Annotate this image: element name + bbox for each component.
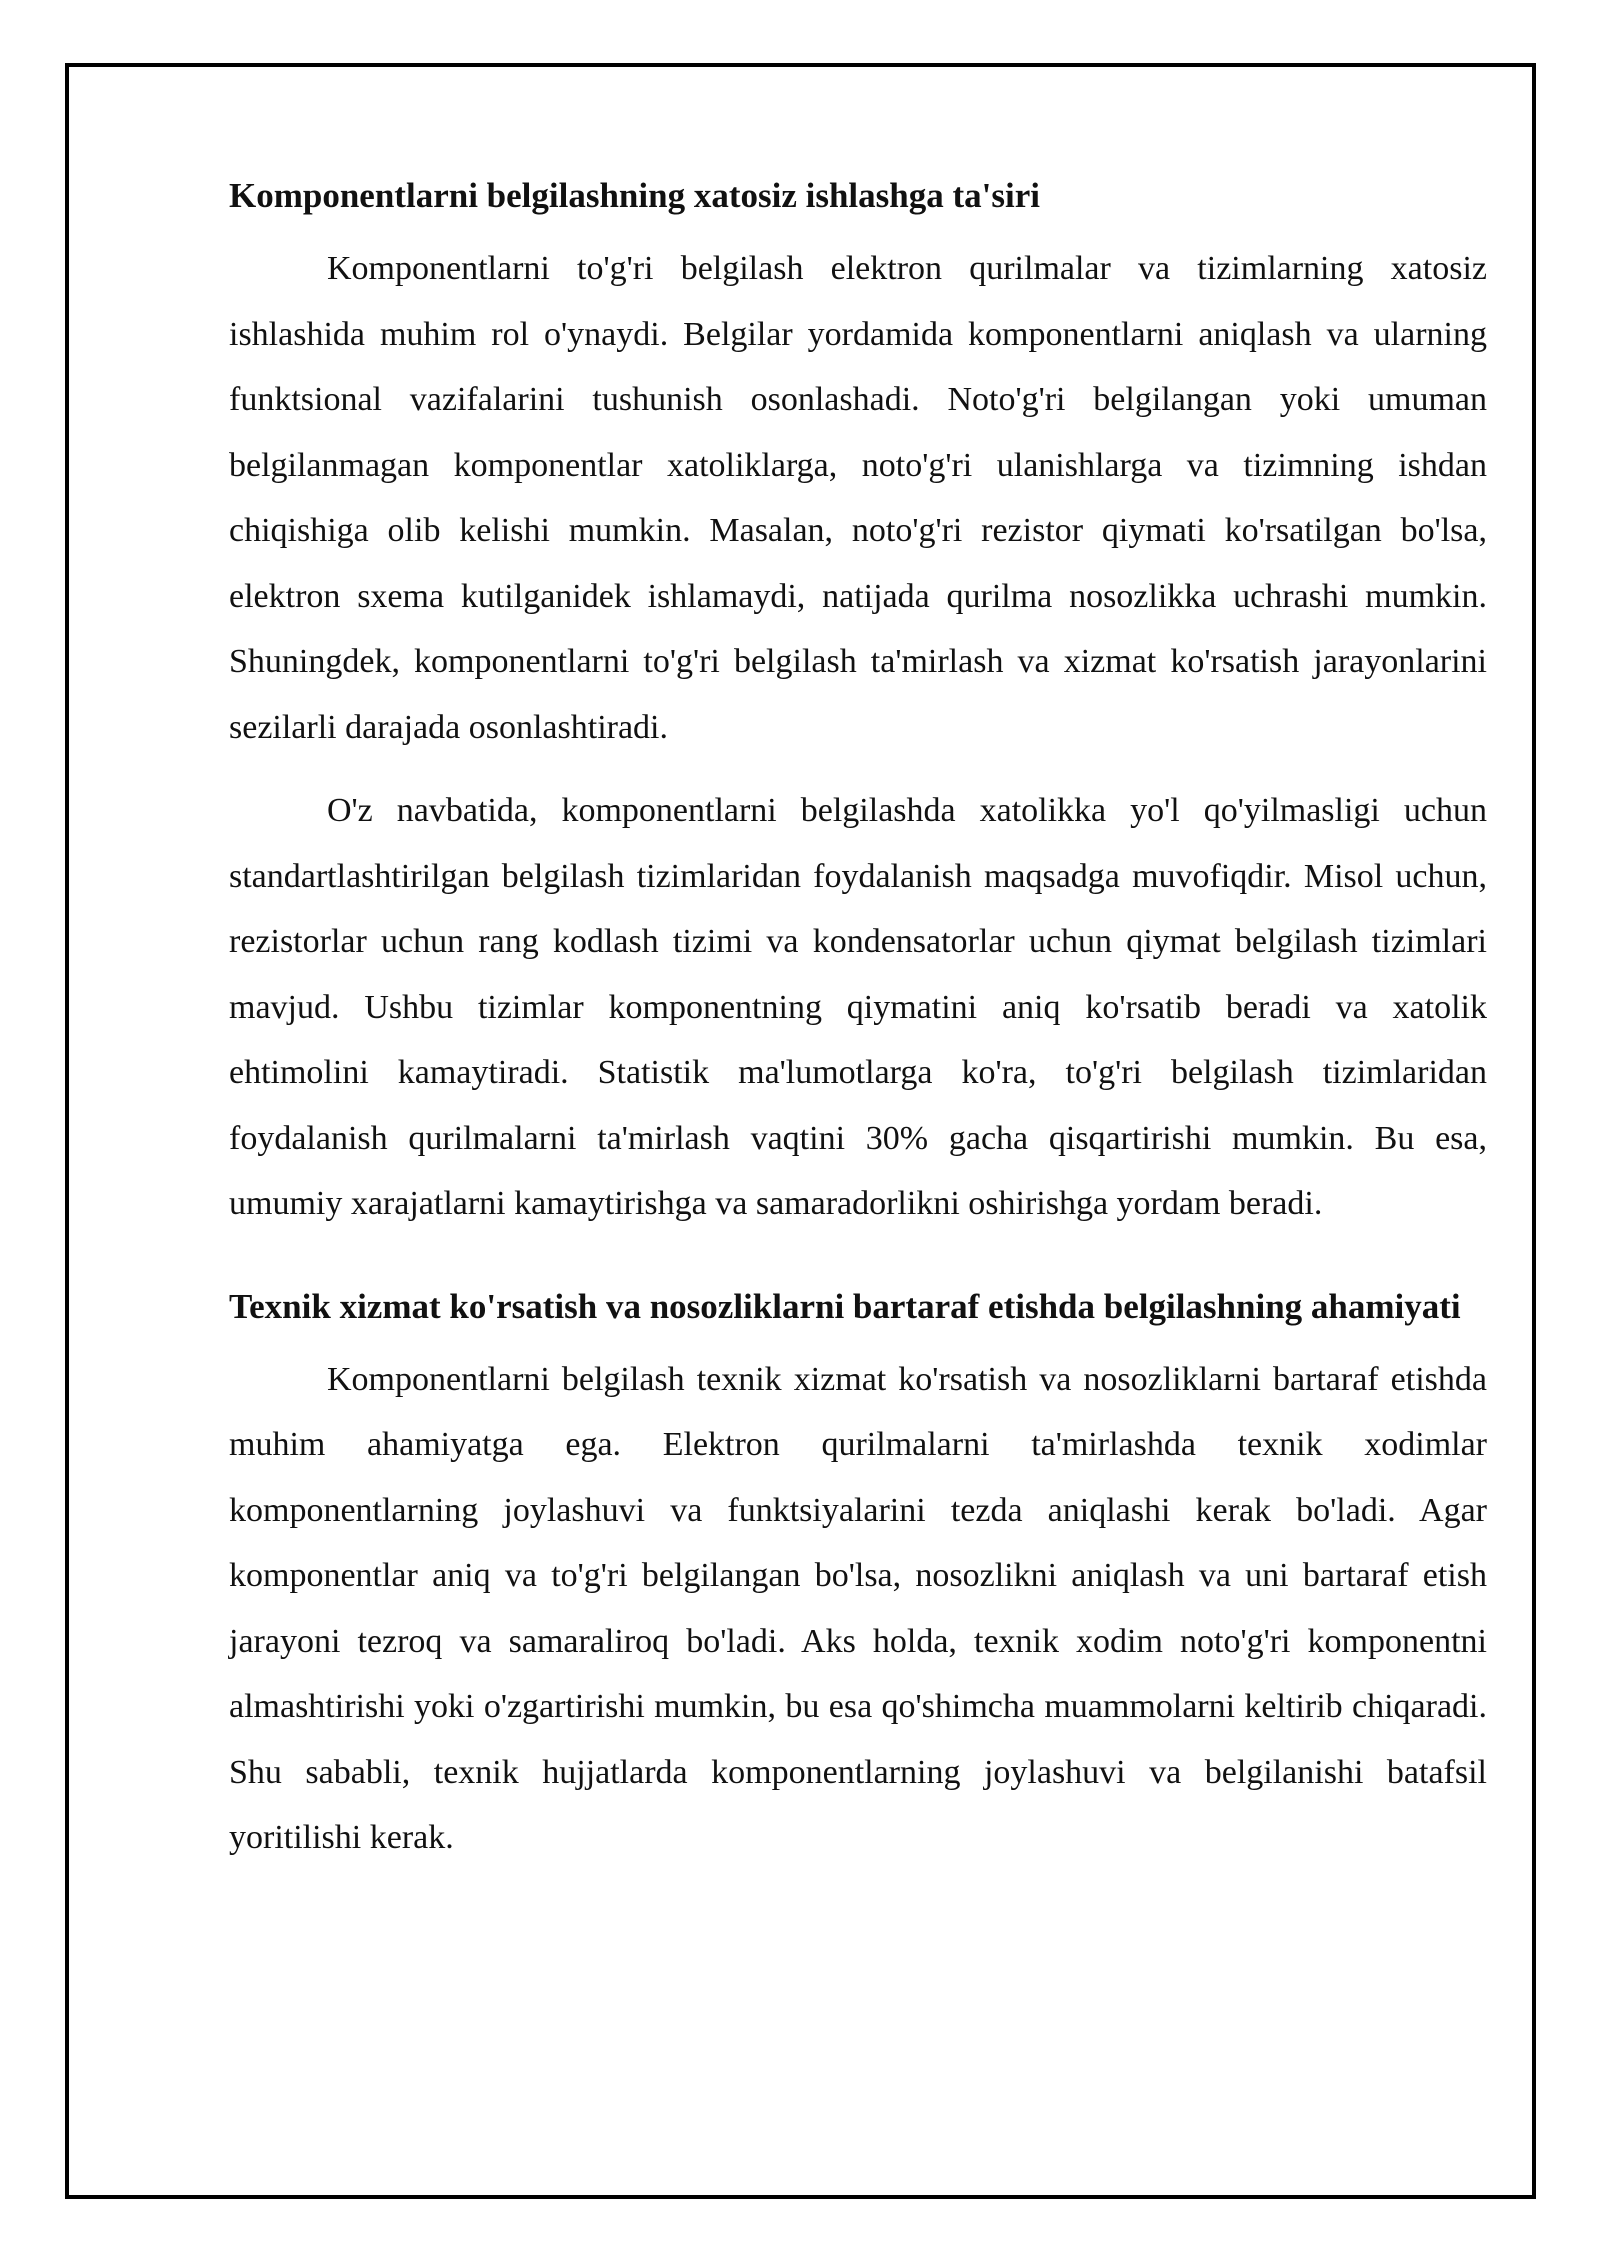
document-body [229, 170, 1487, 1889]
paragraph-1: Komponentlarni to'g'ri belgilash elektron qurilmalar va tizimlarning xatosiz ishlashida muhim rol o'ynaydi. Belgilar yordamida komponentlarni aniqlash va ularning funktsional vazifalarini tushunish osonlashadi. Noto'g'ri belgilangan yoki umuman belgilanmagan komponentlar xatoliklarga, noto'g'ri ulanishlarga va tizimning ishdan chiqishiga olib kelishi mumkin. Masalan, noto'g'ri rezistor qiymati ko'rsatilgan bo'lsa, elektron sxema kutilganidek ishlamaydi, natijada qurilma nosozlikka uchrashi mumkin. Shuningdek, komponentlarni to'g'ri belgilash ta'mirlash va xizmat ko'rsatish jarayonlarini sezilarli darajada osonlashtiradi. [229, 250, 1487, 746]
paragraph-3: Komponentlarni belgilash texnik xizmat ko'rsatish va nosozliklarni bartaraf etishda muhim ahamiyatga ega. Elektron qurilmalarni ta'mirlashda texnik xodimlar komponentlarning joylashuvi va funktsiyalarini tezda aniqlashi kerak bo'ladi. Agar komponentlar aniq va to'g'ri belgilangan bo'lsa, nosozlikni aniqlash va uni bartaraf etish jarayoni tezroq va samaraliroq bo'ladi. Aks holda, texnik xodim noto'g'ri komponentni almashtirishi yoki o'zgartirishi mumkin, bu esa qo'shimcha muammolarni keltirib chiqaradi. Shu sababli, texnik hujjatlarda komponentlarning joylashuvi va belgilanishi batafsil yoritilishi kerak. [229, 1360, 1487, 1856]
paragraph-2: O'z navbatida, komponentlarni belgilashda xatolikka yo'l qo'yilmasligi uchun standartlashtirilgan belgilash tizimlaridan foydalanish maqsadga muvofiqdir. Misol uchun, rezistorlar uchun rang kodlash tizimi va kondensatorlar uchun qiymat belgilash tizimlari mavjud. Ushbu tizimlar komponentning qiymatini aniq ko'rsatib beradi va xatolik ehtimolini kamaytiradi. Statistik ma'lumotlarga ko'ra, to'g'ri belgilash tizimlaridan foydalanish qurilmalarni ta'mirlash vaqtini 30% gacha qisqartirishi mumkin. Bu esa, umumiy xarajatlarni kamaytirishga va samaradorlikni oshirishga yordam beradi. [229, 792, 1487, 1222]
section-heading-2: Texnik xizmat ko'rsatish va nosozliklarni bartaraf etishda belgilashning ahamiyati [229, 1286, 1461, 1326]
section-heading-1: Komponentlarni belgilashning xatosiz ishlashga ta'siri [229, 176, 1040, 215]
